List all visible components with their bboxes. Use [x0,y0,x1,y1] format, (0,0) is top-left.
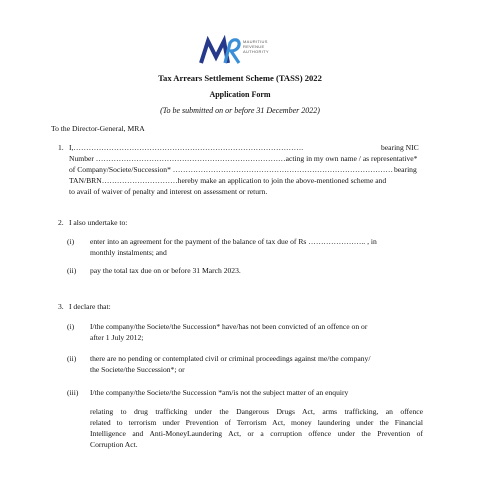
bearing-label: bearing [394,165,417,174]
form-subtitle: Application Form [209,90,271,99]
enquiry-paragraph-line: Intelligence and Anti-MoneyLaundering Act, or a corruption offence under the Prevention of [90,429,423,438]
waiver-line: to avail of waiver of penalty and interest on assessment or return. [69,187,268,196]
item-text-line: enter into an agreement for the payment of the balance of tax due of Rs ………………….. , in [90,237,377,246]
mra-logo [199,33,281,67]
submission-deadline-note: (To be submitted on or before 31 December 2022) [160,106,320,115]
item-text-line: there are no pending or contemplated civil or criminal proceedings against me/the company/ [90,354,371,363]
item-text-line: the Societe/the Succession*; or [90,365,185,374]
enquiry-paragraph-line: related to terrorism under Prevention of Terrorism Act, money laundering under the Financial [90,418,423,427]
bearing-nic-label: bearing NIC [381,143,419,152]
tan-brn-line: TAN/BRN…………………………hereby make an application to join the above-mentioned scheme and [69,176,387,185]
item-marker: (i) [67,237,75,246]
item-marker: (ii) [67,354,77,363]
salutation: To the Director-General, MRA [51,124,145,133]
section-3-number: 3. [58,302,64,311]
company-line: of Company/Societe/Succession* …………………………………………………………………………… [69,165,393,174]
item-text-line: monthly instalments; and [90,248,167,257]
section-3-heading: I declare that: [69,302,111,311]
section-2-number: 2. [58,218,64,227]
enquiry-paragraph-line: relating to drug trafficking under the Dangerous Drugs Act, arms trafficking, an offence [90,407,423,416]
item-marker: (iii) [67,388,79,397]
section-2-heading: I also undertake to: [69,218,128,227]
form-title: Tax Arrears Settlement Scheme (TASS) 2022 [158,73,322,83]
item-marker: (i) [67,322,75,331]
logo-wordmark: MAURITIUS REVENUE AUTHORITY [243,39,269,54]
section-1-number: 1. [58,143,64,152]
item-marker: (ii) [67,266,77,275]
enquiry-paragraph-line: Corruption Act. [90,440,138,449]
item-text-line: after 1 July 2012; [90,333,144,342]
nic-number-line: Number …………………………………………………………………acting in my own name / as representative* [69,154,418,163]
item-text-line: I/the company/the Societe/the Succession* have/has not been convicted of an offence on or [90,322,368,331]
item-text-line: pay the total tax due on or before 31 March 2023. [90,266,241,275]
applicant-name-line: I,………………………………………………………………………………. [69,143,304,152]
item-text-line: I/the company/the Societe/the Succession *am/is not the subject matter of an enquiry [90,388,349,397]
mra-logo-mark-icon [199,33,245,67]
